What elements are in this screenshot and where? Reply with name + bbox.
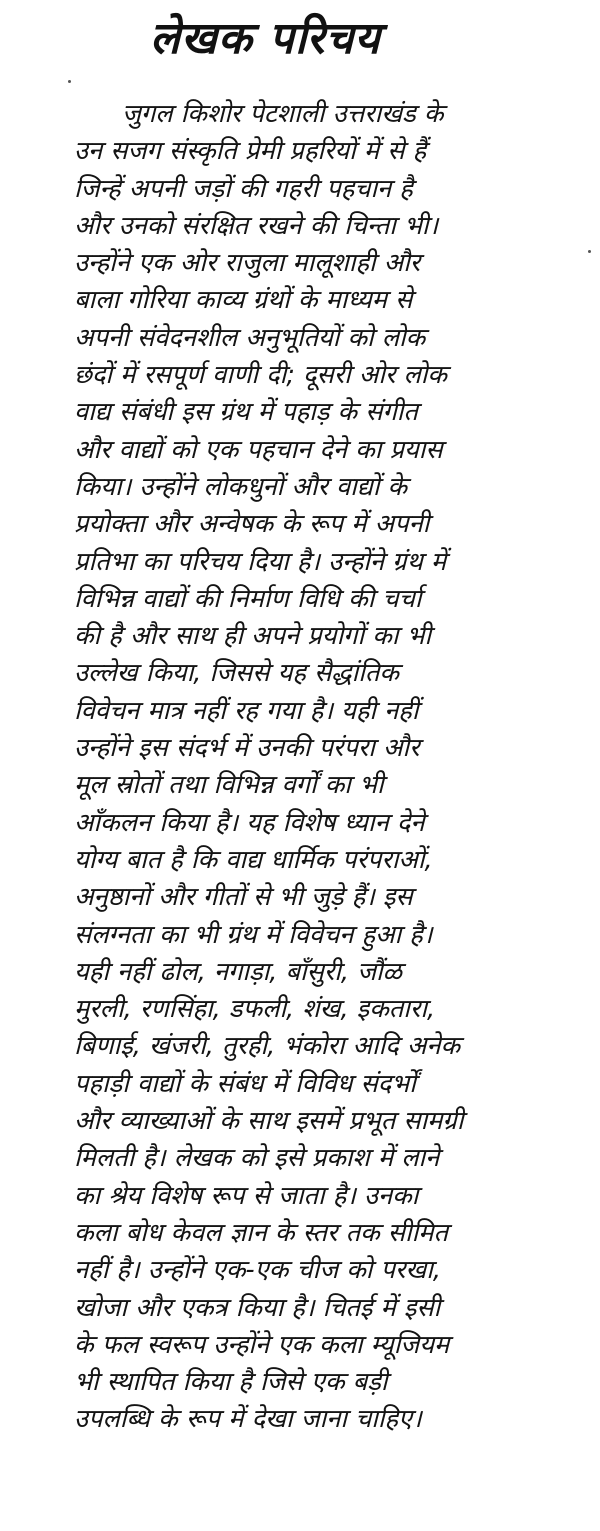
text-line: यही नहीं ढोल, नगाड़ा, बाँसुरी, जौंळ — [74, 956, 403, 987]
text-line: किया। उन्होंने लोकधुनों और वाद्यों के — [74, 471, 408, 502]
text-line: खोजा और एकत्र किया है। चितई में इसी — [74, 1292, 441, 1323]
text-line: अपनी संवेदनशील अनुभूतियों को लोक — [74, 322, 426, 353]
text-line: योग्य बात है कि वाद्य धार्मिक परंपराओं, — [74, 844, 433, 875]
text-line: मूल स्रोतों तथा विभिन्न वर्गों का भी — [74, 770, 384, 801]
text-line: बाला गोरिया काव्य ग्रंथों के माध्यम से — [74, 285, 413, 316]
text-line: उन्होंने इस संदर्भ में उनकी परंपरा और — [74, 733, 420, 764]
text-line: प्रतिभा का परिचय दिया है। उन्होंने ग्रंथ में — [74, 546, 447, 577]
text-line: जिन्हें अपनी जड़ों की गहरी पहचान है — [74, 173, 413, 204]
page-title: लेखक परिचय — [150, 13, 381, 64]
text-line: विभिन्न वाद्यों की निर्माण विधि की चर्चा — [74, 583, 422, 614]
text-line: प्रयोक्ता और अन्वेषक के रूप में अपनी — [74, 509, 430, 540]
text-line: उल्लेख किया, जिससे यह सैद्धांतिक — [74, 658, 400, 689]
scan-speck — [68, 80, 71, 83]
text-line: उन सजग संस्कृति प्रेमी प्रहरियों में से हैं — [74, 136, 427, 167]
text-line: वाद्य संबंधी इस ग्रंथ में पहाड़ के संगीत — [74, 397, 418, 428]
text-line: उन्होंने एक ओर राजुला मालूशाही और — [74, 248, 421, 279]
text-line: मिलती है। लेखक को इसे प्रकाश में लाने — [74, 1143, 440, 1174]
text-line: आँकलन किया है। यह विशेष ध्यान देने — [74, 807, 425, 838]
text-line: बिणाई, खंजरी, तुरही, भंकोरा आदि अनेक — [74, 1031, 461, 1062]
text-line: मुरली, रणसिंहा, डफली, शंख, इकतारा, — [74, 994, 436, 1025]
author-introduction-paragraph — [74, 96, 584, 1439]
text-line: संलग्नता का भी ग्रंथ में विवेचन हुआ है। — [74, 919, 433, 950]
text-line: अनुष्ठानों और गीतों से भी जुड़े हैं। इस — [74, 882, 413, 913]
text-line: नहीं है। उन्होंने एक-एक चीज को परखा, — [74, 1255, 441, 1286]
text-line: और व्याख्याओं के साथ इसमें प्रभूत सामग्री — [74, 1106, 464, 1137]
text-line: भी स्थापित किया है जिसे एक बड़ी — [74, 1367, 388, 1398]
text-line: कला बोध केवल ज्ञान के स्तर तक सीमित — [74, 1217, 449, 1248]
text-line: विवेचन मात्र नहीं रह गया है। यही नहीं — [74, 695, 419, 726]
text-line: जुगल किशोर पेटशाली उत्तराखंड के — [122, 99, 444, 129]
text-line: और उनको संरक्षित रखने की चिन्ता भी। — [74, 210, 439, 241]
text-line: पहाड़ी वाद्यों के संबंध में विविध संदर्भों — [74, 1068, 416, 1099]
text-line: की है और साथ ही अपने प्रयोगों का भी — [74, 621, 432, 652]
scan-speck — [588, 250, 591, 253]
text-line: का श्रेय विशेष रूप से जाता है। उनका — [74, 1180, 419, 1211]
text-line: छंदों में रसपूर्ण वाणी दी; दूसरी ओर लोक — [74, 360, 447, 391]
text-line: और वाद्यों को एक पहचान देने का प्रयास — [74, 434, 443, 465]
text-line: उपलब्धि के रूप में देखा जाना चाहिए। — [74, 1404, 422, 1435]
text-line: के फल स्वरूप उन्होंने एक कला म्यूजियम — [74, 1329, 450, 1360]
